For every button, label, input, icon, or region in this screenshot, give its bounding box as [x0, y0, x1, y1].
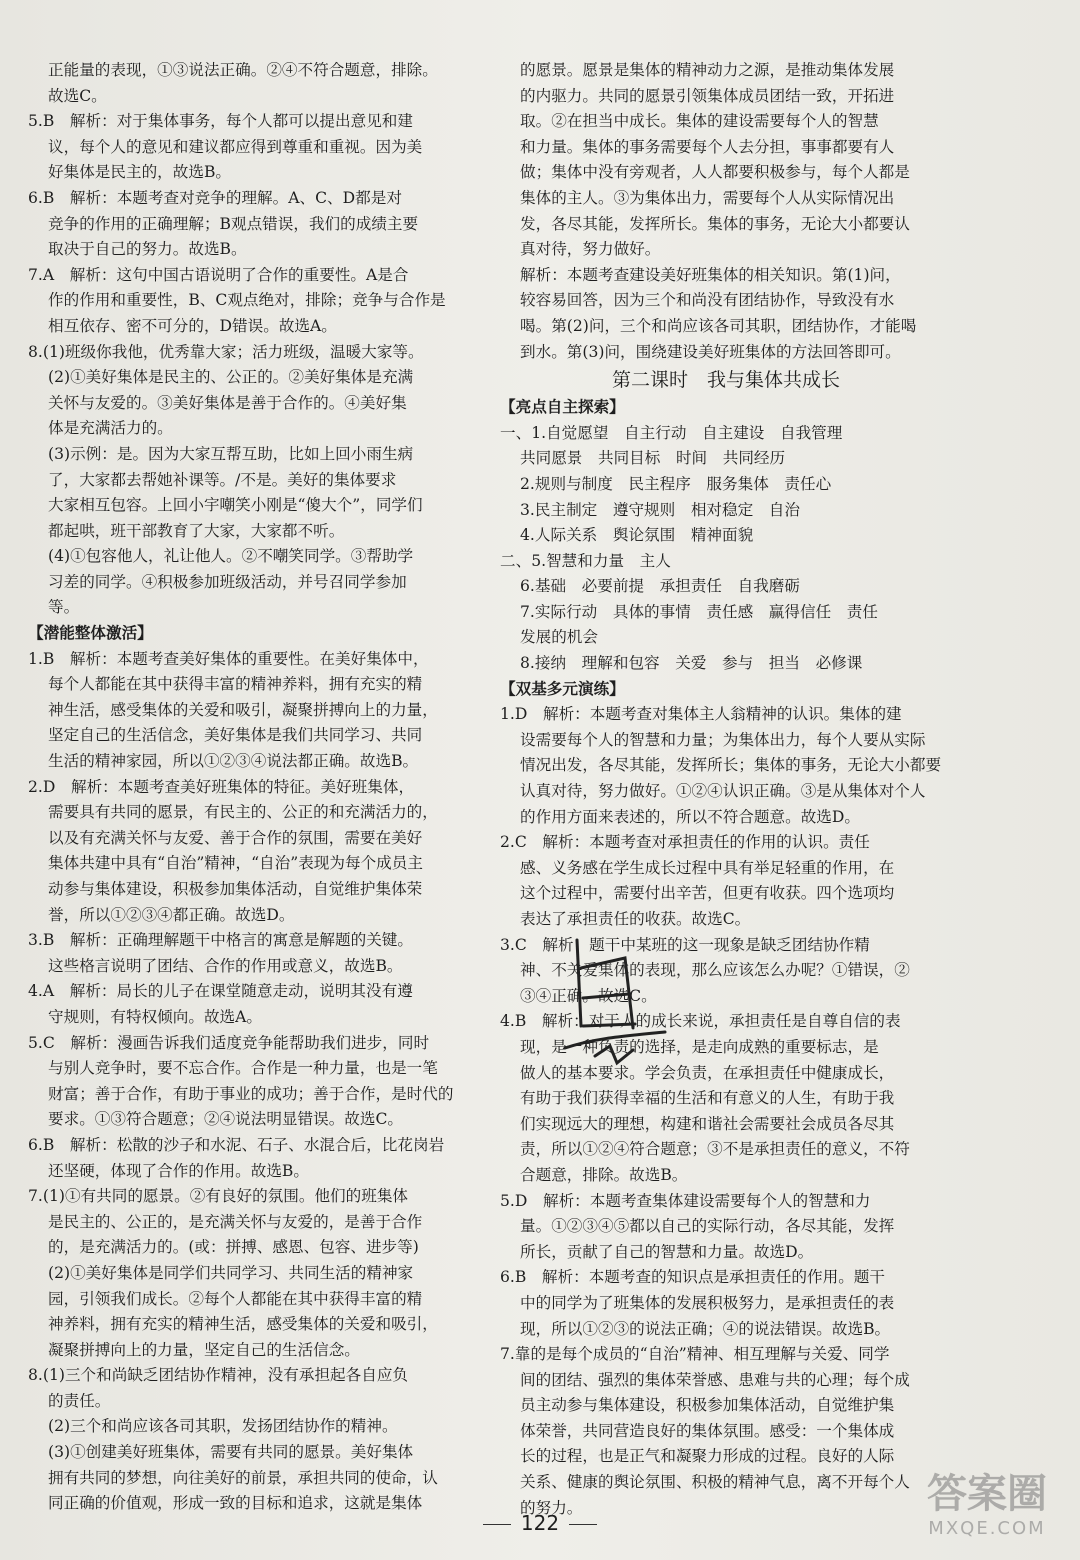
text-line: 现，是一种负责的选择，是走向成熟的重要标志，是 — [520, 1037, 879, 1056]
text-line: 2.D 解析：本题考查美好班集体的特征。美好班集体， — [28, 777, 415, 796]
text-line: 的内驱力。共同的愿景引领集体成员团结一致，开拓进 — [520, 86, 895, 105]
answer-line: 4.人际关系 舆论氛围 精神面貌 — [520, 526, 754, 545]
section-heading: 【潜能整体激活】 — [28, 624, 153, 643]
text-line: 的责任。 — [48, 1391, 111, 1410]
text-line: 关系、健康的舆论氛围、积极的精神气息，离不开每个人 — [520, 1473, 910, 1492]
text-line: 动参与集体建设，积极参加集体活动，自觉维护集体荣 — [48, 880, 423, 898]
section-heading-explore: 【亮点自主探索】 — [500, 398, 625, 417]
answer-line: 6.基础 必要前提 承担责任 自我磨砺 — [520, 577, 800, 596]
text-line: 等。 — [48, 598, 80, 617]
text-line: 需要具有共同的愿景，有民主的、公正的和充满活力的， — [48, 803, 438, 822]
text-line: 员主动参与集体建设，积极参加集体活动，自觉维护集 — [520, 1396, 895, 1415]
text-line: 间的团结、强烈的集体荣誉感、患难与共的心理；每个成 — [520, 1370, 910, 1389]
text-line: 与别人竞争时，要不忘合作。合作是一种力量，也是一笔 — [48, 1059, 438, 1078]
text-line: 作的作用和重要性，B、C观点绝对，排除；竞争与合作是 — [48, 291, 446, 310]
handwritten-scribble — [555, 928, 675, 1078]
text-line: (2)①美好集体是民主的、公正的。②美好集体是充满 — [48, 368, 414, 387]
text-line: 取决于自己的努力。故选B。 — [48, 240, 247, 259]
text-line: 7.靠的是每个成员的“自治”精神、相互理解与关爱、同学 — [500, 1345, 890, 1364]
text-line: 3.C 解析：题干中某班的这一现象是缺乏团结协作精 — [500, 935, 870, 954]
text-line: 誉，所以①②③④都正确。故选D。 — [48, 905, 295, 924]
answer-line: 7.实际行动 具体的事情 责任感 赢得信任 责任 — [520, 602, 878, 621]
text-line: 们实现远大的理想，构建和谐社会需要社会成员各尽其 — [520, 1114, 895, 1133]
text-line: 设需要每个人的智慧和力量；为集体出力，每个人要从实际 — [520, 730, 926, 749]
text-line: 都起哄，班干部教育了大家，大家都不听。 — [48, 521, 345, 540]
explore-answers — [500, 421, 952, 677]
text-line: 坚定自己的生活信念，美好集体是我们共同学习、共同 — [48, 726, 423, 745]
text-line: 正能量的表现，①③说法正确。②④不符合题意，排除。 — [48, 61, 438, 79]
text-line: 每个人都能在其中获得丰富的精神养料，拥有充实的精 — [48, 675, 423, 694]
text-line: 6.B 解析：松散的沙子和水泥、石子、水混合后，比花岗岩 — [28, 1135, 445, 1154]
text-line: 量。①②③④⑤都以自己的实际行动，各尽其能，发挥 — [520, 1217, 895, 1236]
text-line: 凝聚拼搏向上的力量，坚定自己的生活信念。 — [48, 1340, 360, 1359]
text-line: 取。②在担当中成长。集体的建设需要每个人的智慧 — [520, 112, 879, 131]
section-heading-drill: 【双基多元演练】 — [500, 679, 625, 698]
text-line: 合题意，排除。故选B。 — [520, 1165, 688, 1184]
text-line: 5.C 解析：漫画告诉我们适度竞争能帮助我们进步，同时 — [28, 1033, 430, 1052]
left-column — [28, 58, 483, 1517]
text-line: 议，每个人的意见和建议都应得到尊重和重视。因为美 — [48, 137, 423, 156]
text-line: 表达了承担责任的收获。故选C。 — [520, 910, 751, 928]
text-line: 是民主的、公正的，是充满关怀与友爱的，是善于合作 — [48, 1212, 423, 1231]
text-line: 喝。第(2)问，三个和尚应该各司其职，团结协作，才能喝 — [520, 316, 917, 335]
text-line: 1.B 解析：本题考查美好集体的重要性。在美好集体中， — [28, 649, 429, 668]
answer-line: 共同愿景 共同目标 时间 共同经历 — [520, 449, 786, 468]
text-line: 到水。第(3)问，围绕建设美好班集体的方法回答即可。 — [520, 342, 901, 361]
text-line: 认真对待，努力做好。①②④认识正确。③是从集体对个人 — [520, 782, 926, 801]
text-line: 7.A 解析：这句中国古语说明了合作的重要性。A是合 — [28, 265, 409, 284]
text-line: 的，是充满活力的。(或：拼搏、感恩、包容、进步等) — [48, 1238, 419, 1257]
text-line: 发，各尽其能，发挥所长。集体的事务，无论大小都要认 — [520, 214, 910, 233]
answer-line: 8.接纳 理解和包容 关爱 参与 担当 必修课 — [520, 654, 863, 673]
text-line: 拥有共同的梦想，向往美好的前景，承担共同的使命，认 — [48, 1468, 438, 1487]
text-line: 做；集体中没有旁观者，人人都要积极参与，每个人都是 — [520, 163, 910, 182]
text-line: 感、义务感在学生成长过程中具有举足轻重的作用，在 — [520, 858, 895, 877]
text-line: 中的同学为了班集体的发展积极努力，是承担责任的表 — [520, 1293, 895, 1312]
text-line: 好集体是民主的，故选B。 — [48, 163, 231, 182]
drill-answers — [500, 702, 952, 1521]
text-line: 生活的精神家园，所以①②③④说法都正确。故选B。 — [48, 752, 419, 771]
text-line: 现，所以①②③的说法正确；④的说法错误。故选B。 — [520, 1319, 891, 1338]
lesson-title: 第二课时 我与集体共成长 — [611, 369, 840, 392]
text-line: 4.B 解析：对于人的成长来说，承担责任是自尊自信的表 — [500, 1012, 901, 1031]
text-line: 守规则，有特权倾向。故选A。 — [48, 1007, 262, 1026]
text-line: (4)①包容他人，礼让他人。②不嘲笑同学。③帮助学 — [48, 547, 414, 566]
answer-line: 2.规则与制度 民主程序 服务集体 责任心 — [520, 474, 832, 493]
text-line: 相互依存、密不可分的，D错误。故选A。 — [48, 316, 337, 335]
text-line: ③④正确。故选C。 — [520, 986, 657, 1005]
text-line: 长的过程，也是正气和凝聚力形成的过程。良好的人际 — [520, 1447, 895, 1466]
text-line: 6.B 解析：本题考查对竞争的理解。A、C、D都是对 — [28, 188, 402, 207]
text-line: 7.(1)①有共同的愿景。②有良好的氛围。他们的班集体 — [28, 1187, 409, 1206]
text-line: 5.D 解析：本题考查集体建设需要每个人的智慧和力 — [500, 1191, 871, 1210]
watermark-logo: 答案圈 MXQE.COM — [927, 1471, 1047, 1539]
text-line: 和力量。集体的事务需要每个人去分担，事事都要有人 — [520, 137, 895, 156]
text-line: 所长，贡献了自己的智慧和力量。故选D。 — [520, 1242, 814, 1261]
text-line: 神、不关爱集体的表现，那么应该怎么办呢？①错误，② — [520, 961, 910, 980]
text-line: 情况出发，各尽其能，发挥所长；集体的事务，无论大小都要 — [520, 756, 942, 775]
text-line: 集体共建中具有“自治”精神，“自治”表现为每个成员主 — [48, 854, 423, 873]
text-line: (3)示例：是。因为大家互帮互助，比如上回小雨生病 — [48, 444, 414, 463]
text-line: 集体的主人。③为集体出力，需要每个人从实际情况出 — [520, 188, 895, 207]
page-number: 122 — [0, 1511, 1080, 1535]
text-line: 习差的同学。④积极参加班级活动，并号召同学参加 — [48, 572, 407, 591]
text-line: 做人的基本要求。学会负责，在承担责任中健康成长， — [520, 1063, 895, 1082]
text-line: 体是充满活力的。 — [48, 419, 173, 438]
continued-answer-block — [500, 58, 952, 365]
text-line: 竞争的作用的正确理解；B观点错误，我们的成绩主要 — [48, 214, 419, 233]
text-line: (3)①创建美好班集体，需要有共同的愿景。美好集体 — [48, 1443, 414, 1462]
text-line: 1.D 解析：本题考查对集体主人翁精神的认识。集体的建 — [500, 705, 902, 724]
right-column — [500, 58, 952, 1521]
text-line: 大家相互包容。上回小宇嘲笑小刚是“傻大个”，同学们 — [48, 496, 423, 515]
text-line: (2)三个和尚应该各司其职，发扬团结协作的精神。 — [48, 1417, 398, 1436]
text-line: 要求。①③符合题意；②④说法明显错误。故选C。 — [48, 1110, 403, 1129]
text-line: 真对待，努力做好。 — [520, 240, 661, 259]
text-line: 了，大家都去帮她补课等。/不是。美好的集体要求 — [48, 470, 397, 489]
text-line: 的作用方面来表述的，所以不符合题意。故选D。 — [520, 807, 860, 826]
text-line: 故选C。 — [48, 86, 107, 105]
text-line: 同正确的价值观，形成一致的目标和追求，这就是集体 — [48, 1494, 423, 1513]
text-line: 神养料，拥有充实的精神生活，感受集体的关爱和吸引， — [48, 1315, 438, 1334]
text-line: 3.B 解析：正确理解题干中格言的寓意是解题的关键。 — [28, 931, 413, 950]
text-line: 这些格言说明了团结、合作的作用或意义，故选B。 — [48, 956, 403, 975]
text-line: 的愿景。愿景是集体的精神动力之源，是推动集体发展 — [520, 61, 895, 79]
text-line: 财富；善于合作，有助于事业的成功；善于合作，是时代的 — [48, 1084, 454, 1103]
text-line: 8.(1)班级你我他，优秀靠大家；活力班级，温暖大家等。 — [28, 342, 424, 361]
answer-line: 3.民主制定 遵守规则 相对稳定 自治 — [520, 500, 800, 519]
text-line: 责，所以①②④符合题意；③不是承担责任的意义，不符 — [520, 1140, 910, 1159]
text-line: (2)①美好集体是同学们共同学习、共同生活的精神家 — [48, 1263, 414, 1282]
text-line: 这个过程中，需要付出辛苦，但更有收获。四个选项均 — [520, 884, 895, 903]
answer-line: 二、5.智慧和力量 主人 — [500, 551, 671, 570]
text-line: 5.B 解析：对于集体事务，每个人都可以提出意见和建 — [28, 112, 413, 131]
text-line: 园，引领我们成长。②每个人都能在其中获得丰富的精 — [48, 1289, 423, 1308]
text-line: 的努力。 — [520, 1498, 583, 1517]
text-line: 以及有充满关怀与友爱、善于合作的氛围，需要在美好 — [48, 828, 423, 847]
answer-line: 发展的机会 — [520, 628, 598, 647]
answer-line: 一、1.自觉愿望 自主行动 自主建设 自我管理 — [500, 423, 843, 442]
text-line: 神生活，感受集体的关爱和吸引，凝聚拼搏向上的力量， — [48, 700, 438, 719]
text-line: 解析：本题考查建设美好班集体的相关知识。第(1)问， — [520, 265, 901, 284]
text-line: 2.C 解析：本题考查对承担责任的作用的认识。责任 — [500, 833, 870, 852]
text-line: 体荣誉，共同营造良好的集体氛围。感受：一个集体成 — [520, 1421, 895, 1440]
text-line: 有助于我们获得幸福的生活和有意义的人生，有助于我 — [520, 1089, 895, 1108]
text-line: 还坚硬，体现了合作的作用。故选B。 — [48, 1161, 309, 1180]
text-line: 6.B 解析：本题考查的知识点是承担责任的作用。题干 — [500, 1268, 885, 1287]
text-line: 较容易回答，因为三个和尚没有团结协作，导致没有水 — [520, 291, 895, 310]
text-line: 8.(1)三个和尚缺乏团结协作精神，没有承担起各自应负 — [28, 1366, 409, 1385]
text-line: 4.A 解析：局长的儿子在课堂随意走动，说明其没有遵 — [28, 982, 413, 1001]
text-line: 关怀与友爱的。③美好集体是善于合作的。④美好集 — [48, 393, 407, 412]
